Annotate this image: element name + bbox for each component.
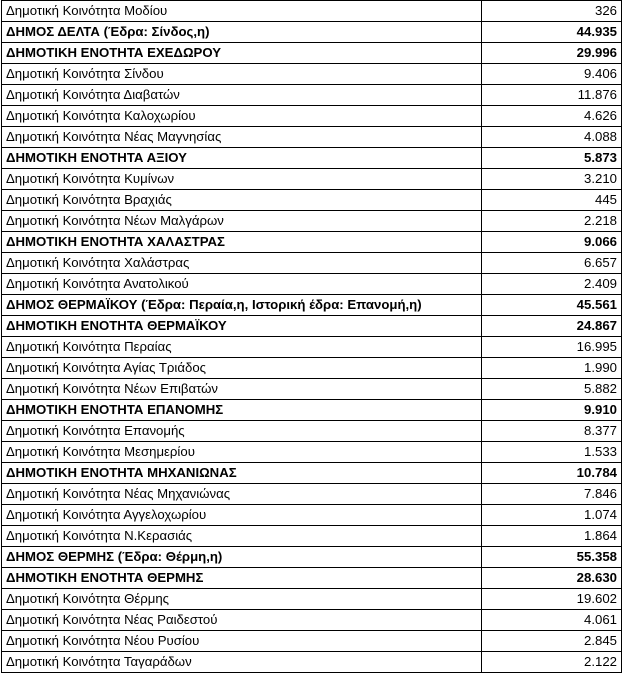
table-row <box>2 358 622 379</box>
area-name-cell: Δημοτική Κοινότητα Καλοχωρίου <box>2 106 482 127</box>
area-name-cell: Δημοτική Κοινότητα Περαίας <box>2 337 482 358</box>
table-row <box>2 652 622 673</box>
population-cell: 19.602 <box>482 589 622 610</box>
population-cell: 4.626 <box>482 106 622 127</box>
census-table-body <box>2 1 622 673</box>
table-row <box>2 106 622 127</box>
population-cell: 9.066 <box>482 232 622 253</box>
area-name-cell: ΔΗΜΟΣ ΘΕΡΜΑΪΚΟΥ (Έδρα: Περαία,η, Ιστορική έδρα: Επανομή,η) <box>2 295 482 316</box>
table-row <box>2 631 622 652</box>
area-name-cell: Δημοτική Κοινότητα Ταγαράδων <box>2 652 482 673</box>
population-cell: 1.074 <box>482 505 622 526</box>
area-name-cell: Δημοτική Κοινότητα Νέων Μαλγάρων <box>2 211 482 232</box>
population-cell: 29.996 <box>482 43 622 64</box>
area-name-cell: Δημοτική Κοινότητα Νέας Μαγνησίας <box>2 127 482 148</box>
area-name-cell: Δημοτική Κοινότητα Θέρμης <box>2 589 482 610</box>
table-row <box>2 442 622 463</box>
population-cell: 2.845 <box>482 631 622 652</box>
area-name-cell: ΔΗΜΟΤΙΚΗ ΕΝΟΤΗΤΑ ΕΠΑΝΟΜΗΣ <box>2 400 482 421</box>
area-name-cell: Δημοτική Κοινότητα Βραχιάς <box>2 190 482 211</box>
area-name-cell: Δημοτική Κοινότητα Σίνδου <box>2 64 482 85</box>
area-name-cell: ΔΗΜΟΤΙΚΗ ΕΝΟΤΗΤΑ ΧΑΛΑΣΤΡΑΣ <box>2 232 482 253</box>
table-row <box>2 43 622 64</box>
area-name-cell: ΔΗΜΟΤΙΚΗ ΕΝΟΤΗΤΑ ΜΗΧΑΝΙΩΝΑΣ <box>2 463 482 484</box>
population-cell: 7.846 <box>482 484 622 505</box>
population-cell: 5.873 <box>482 148 622 169</box>
population-cell: 2.122 <box>482 652 622 673</box>
area-name-cell: Δημοτική Κοινότητα Νέας Ραιδεστού <box>2 610 482 631</box>
area-name-cell: Δημοτική Κοινότητα Ανατολικού <box>2 274 482 295</box>
population-cell: 45.561 <box>482 295 622 316</box>
population-cell: 326 <box>482 1 622 22</box>
area-name-cell: Δημοτική Κοινότητα Διαβατών <box>2 85 482 106</box>
table-row <box>2 190 622 211</box>
table-row <box>2 295 622 316</box>
area-name-cell: Δημοτική Κοινότητα Μοδίου <box>2 1 482 22</box>
area-name-cell: Δημοτική Κοινότητα Νέων Επιβατών <box>2 379 482 400</box>
population-cell: 1.864 <box>482 526 622 547</box>
table-row <box>2 253 622 274</box>
population-cell: 6.657 <box>482 253 622 274</box>
population-cell: 8.377 <box>482 421 622 442</box>
area-name-cell: Δημοτική Κοινότητα Αγίας Τριάδος <box>2 358 482 379</box>
population-cell: 11.876 <box>482 85 622 106</box>
population-cell: 5.882 <box>482 379 622 400</box>
population-cell: 1.990 <box>482 358 622 379</box>
table-row <box>2 484 622 505</box>
table-row <box>2 505 622 526</box>
table-row <box>2 64 622 85</box>
population-cell: 445 <box>482 190 622 211</box>
population-cell: 4.088 <box>482 127 622 148</box>
population-cell: 2.218 <box>482 211 622 232</box>
population-cell: 44.935 <box>482 22 622 43</box>
table-row <box>2 568 622 589</box>
population-cell: 24.867 <box>482 316 622 337</box>
area-name-cell: ΔΗΜΟΣ ΔΕΛΤΑ (Έδρα: Σίνδος,η) <box>2 22 482 43</box>
table-row <box>2 232 622 253</box>
population-cell: 28.630 <box>482 568 622 589</box>
table-row <box>2 274 622 295</box>
table-row <box>2 337 622 358</box>
table-row <box>2 1 622 22</box>
population-cell: 1.533 <box>482 442 622 463</box>
table-row <box>2 421 622 442</box>
area-name-cell: Δημοτική Κοινότητα Μεσημερίου <box>2 442 482 463</box>
area-name-cell: Δημοτική Κοινότητα Επανομής <box>2 421 482 442</box>
population-cell: 55.358 <box>482 547 622 568</box>
table-row <box>2 22 622 43</box>
area-name-cell: ΔΗΜΟΤΙΚΗ ΕΝΟΤΗΤΑ ΘΕΡΜΗΣ <box>2 568 482 589</box>
population-cell: 4.061 <box>482 610 622 631</box>
area-name-cell: Δημοτική Κοινότητα Νέου Ρυσίου <box>2 631 482 652</box>
table-row <box>2 316 622 337</box>
area-name-cell: ΔΗΜΟΤΙΚΗ ΕΝΟΤΗΤΑ ΘΕΡΜΑΪΚΟΥ <box>2 316 482 337</box>
table-row <box>2 169 622 190</box>
table-row <box>2 526 622 547</box>
table-row <box>2 589 622 610</box>
area-name-cell: Δημοτική Κοινότητα Χαλάστρας <box>2 253 482 274</box>
table-row <box>2 127 622 148</box>
area-name-cell: Δημοτική Κοινότητα Κυμίνων <box>2 169 482 190</box>
table-row <box>2 85 622 106</box>
table-row <box>2 379 622 400</box>
area-name-cell: ΔΗΜΟΣ ΘΕΡΜΗΣ (Έδρα: Θέρμη,η) <box>2 547 482 568</box>
population-cell: 9.910 <box>482 400 622 421</box>
area-name-cell: ΔΗΜΟΤΙΚΗ ΕΝΟΤΗΤΑ ΑΞΙΟΥ <box>2 148 482 169</box>
population-cell: 2.409 <box>482 274 622 295</box>
population-cell: 9.406 <box>482 64 622 85</box>
population-cell: 3.210 <box>482 169 622 190</box>
area-name-cell: ΔΗΜΟΤΙΚΗ ΕΝΟΤΗΤΑ ΕΧΕΔΩΡΟΥ <box>2 43 482 64</box>
census-population-table <box>1 0 622 673</box>
population-cell: 16.995 <box>482 337 622 358</box>
area-name-cell: Δημοτική Κοινότητα Αγγελοχωρίου <box>2 505 482 526</box>
area-name-cell: Δημοτική Κοινότητα Νέας Μηχανιώνας <box>2 484 482 505</box>
table-row <box>2 148 622 169</box>
area-name-cell: Δημοτική Κοινότητα Ν.Κερασιάς <box>2 526 482 547</box>
table-row <box>2 547 622 568</box>
table-row <box>2 610 622 631</box>
table-row <box>2 400 622 421</box>
table-row <box>2 463 622 484</box>
population-cell: 10.784 <box>482 463 622 484</box>
table-row <box>2 211 622 232</box>
